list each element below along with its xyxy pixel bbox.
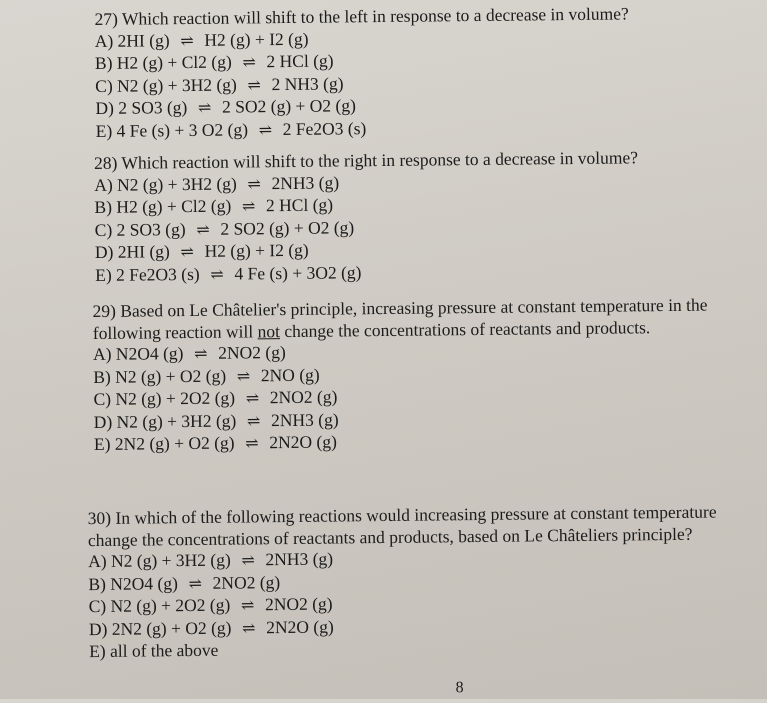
- question-stem-line-1: 30) In which of the following reactions would increasing pressure at constant temperature: [87, 501, 717, 529]
- answer-option-c: C) N2 (g) + 2O2 (g) ⇌ 2NO2 (g): [88, 593, 333, 617]
- question-27: [94, 3, 630, 143]
- emphasis-not: not: [257, 320, 281, 341]
- answer-option-a: A) N2O4 (g) ⇌ 2NO2 (g): [92, 342, 286, 365]
- question-stem: 27) Which reaction will shift to the left in response to a decrease in volume?: [94, 3, 629, 30]
- equilibrium-arrow-icon: ⇌: [197, 99, 212, 117]
- equilibrium-arrow-icon: ⇌: [247, 76, 261, 94]
- answer-option-d: D) 2N2 (g) + O2 (g) ⇌ 2N2O (g): [88, 616, 334, 639]
- equilibrium-arrow-icon: ⇌: [245, 435, 259, 453]
- answer-option-c: C) 2 SO3 (g) ⇌ 2 SO2 (g) + O2 (g): [94, 216, 355, 240]
- equilibrium-arrow-icon: ⇌: [180, 243, 194, 262]
- answer-option-b: B) H2 (g) + Cl2 (g) ⇌ 2 HCl (g): [94, 194, 334, 218]
- equilibrium-arrow-icon: ⇌: [242, 54, 256, 72]
- equilibrium-arrow-icon: ⇌: [242, 619, 256, 637]
- question-stem-line-2: following reaction will not change the concentrations of reactants and products.: [92, 316, 651, 343]
- question-stem-line-1: 29) Based on Le Châtelier's principle, increasing pressure at constant temperature in the: [92, 294, 708, 322]
- answer-option-a: A) N2 (g) + 3H2 (g) ⇌ 2NH3 (g): [94, 171, 340, 195]
- equilibrium-arrow-icon: ⇌: [180, 32, 194, 50]
- equilibrium-arrow-icon: ⇌: [247, 175, 261, 193]
- answer-option-e: E) 2 Fe2O3 (s) ⇌ 4 Fe (s) + 3O2 (g): [95, 261, 362, 285]
- question-stem: 28) Which reaction will shift to the right in response to a decrease in volume?: [93, 147, 639, 174]
- equilibrium-arrow-icon: ⇌: [236, 367, 251, 386]
- equilibrium-arrow-icon: ⇌: [258, 121, 273, 139]
- answer-option-d: D) 2 SO3 (g) ⇌ 2 SO2 (g) + O2 (g): [95, 95, 356, 119]
- answer-option-d: D) 2HI (g) ⇌ H2 (g) + I2 (g): [94, 239, 309, 263]
- equilibrium-arrow-icon: ⇌: [194, 345, 208, 363]
- equilibrium-arrow-icon: ⇌: [240, 597, 255, 615]
- answer-option-b: B) N2 (g) + O2 (g) ⇌ 2NO (g): [93, 364, 320, 387]
- question-stem-line-2: change the concentrations of reactants and products, based on Le Châteliers principle?: [87, 523, 693, 550]
- question-29: [92, 295, 709, 457]
- equilibrium-arrow-icon: ⇌: [188, 575, 203, 593]
- page-number: 8: [455, 679, 464, 697]
- answer-option-a: A) 2HI (g) ⇌ H2 (g) + I2 (g): [94, 28, 309, 51]
- answer-option-c: C) N2 (g) + 2O2 (g) ⇌ 2NO2 (g): [93, 386, 338, 410]
- equilibrium-arrow-icon: ⇌: [245, 390, 260, 408]
- equilibrium-arrow-icon: ⇌: [196, 221, 210, 239]
- answer-option-e: E) 2N2 (g) + O2 (g) ⇌ 2N2O (g): [93, 431, 337, 455]
- equilibrium-arrow-icon: ⇌: [210, 266, 224, 284]
- answer-option-a: A) N2 (g) + 3H2 (g) ⇌ 2NH3 (g): [88, 548, 334, 572]
- answer-option-c: C) N2 (g) + 3H2 (g) ⇌ 2 NH3 (g): [95, 72, 344, 96]
- equilibrium-arrow-icon: ⇌: [241, 552, 255, 570]
- answer-option-e: E) all of the above: [89, 639, 219, 662]
- question-28: [94, 147, 639, 287]
- equilibrium-arrow-icon: ⇌: [241, 198, 256, 216]
- equilibrium-arrow-icon: ⇌: [246, 412, 261, 430]
- answer-option-b: B) N2O4 (g) ⇌ 2NO2 (g): [88, 571, 281, 594]
- answer-option-b: B) H2 (g) + Cl2 (g) ⇌ 2 HCl (g): [94, 50, 334, 74]
- question-30: [88, 502, 718, 663]
- answer-option-e: E) 4 Fe (s) + 3 O2 (g) ⇌ 2 Fe2O3 (s): [95, 117, 367, 141]
- answer-option-d: D) N2 (g) + 3H2 (g) ⇌ 2NH3 (g): [93, 408, 339, 432]
